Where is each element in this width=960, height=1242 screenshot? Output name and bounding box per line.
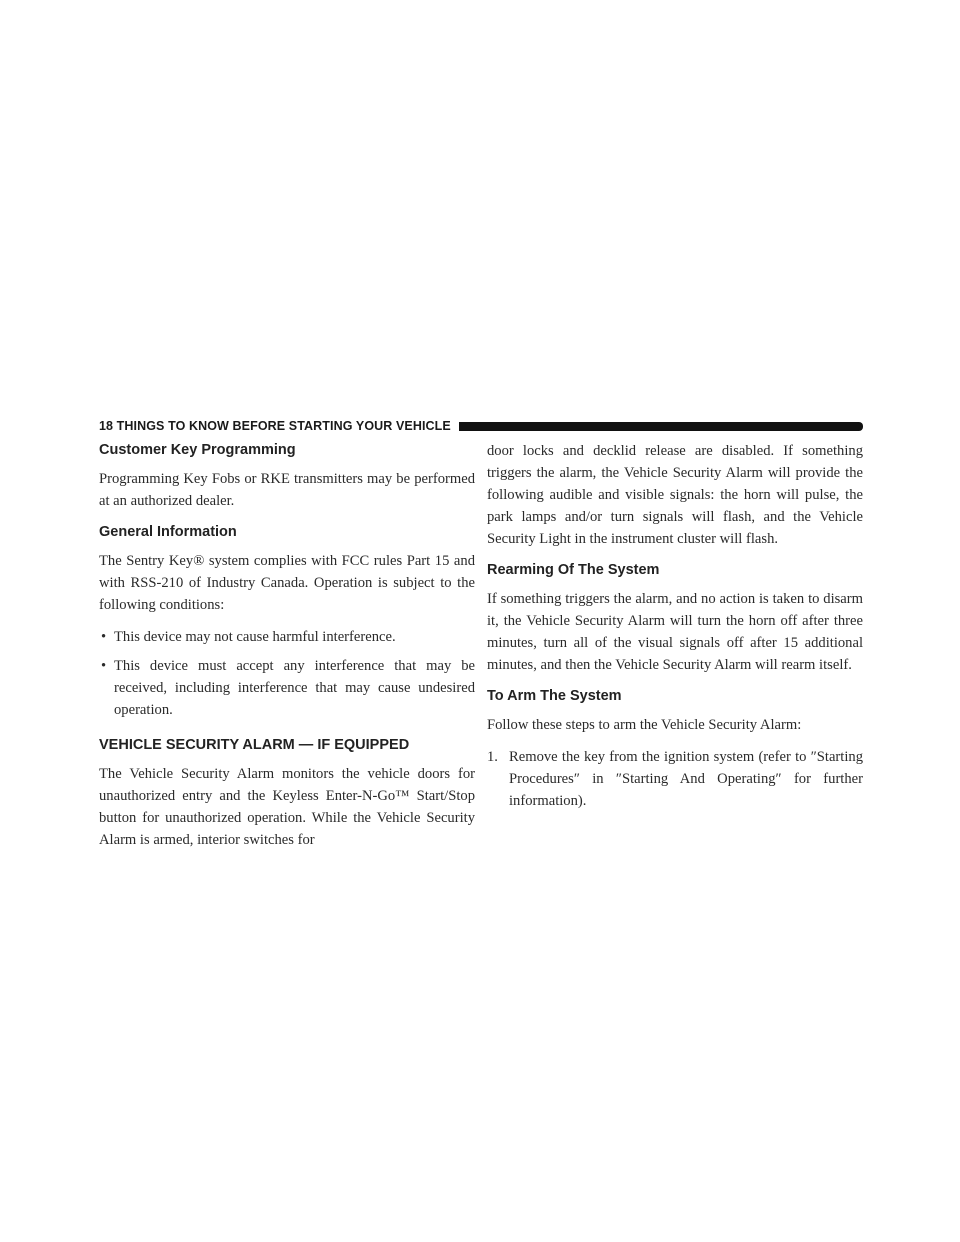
general-info-heading: General Information <box>99 524 237 540</box>
list-item <box>99 626 475 648</box>
alarm-body: The Vehicle Security Alarm monitors the vehicle doors for unauthorized entry and the Keyless Enter-N-Go™ Start/Stop button for unauthorized operation. While the Vehicle Security Alarm is armed, interior switches for <box>99 766 475 848</box>
step-text: Remove the key from the ignition system (refer to ″Starting Procedures″ in ″Starting And Operating″ for further information). <box>509 749 863 809</box>
rearming-heading: Rearming Of The System <box>487 562 660 578</box>
list-item <box>487 746 863 812</box>
rearming-body: If something triggers the alarm, and no action is taken to disarm it, the Vehicle Security Alarm will turn the horn off after three minutes, turn all of the visual signals off after 15 additional minutes, and then the Vehicle Security Alarm will rearm itself. <box>487 591 863 673</box>
list-item-text: This device may not cause harmful interference. <box>114 629 396 645</box>
alarm-body-continued: door locks and decklid release are disabled. If something triggers the alarm, the Vehicle Security Alarm will provide the following audible and visible signals: the horn will pulse, the park lamps and/or turn signals will flash, and the Vehicle Security Light in the instrument cluster will flash. <box>487 443 863 547</box>
customer-key-heading: Customer Key Programming <box>99 442 296 458</box>
left-column <box>99 440 475 861</box>
running-head-text: 18 THINGS TO KNOW BEFORE STARTING YOUR VEHICLE <box>99 419 451 433</box>
list-item <box>99 655 475 721</box>
right-column <box>487 440 863 812</box>
arm-body: Follow these steps to arm the Vehicle Security Alarm: <box>487 717 802 733</box>
customer-key-body: Programming Key Fobs or RKE transmitters may be performed at an authorized dealer. <box>99 471 475 509</box>
step-number: 1. <box>487 749 498 765</box>
header-rule <box>459 422 863 431</box>
general-info-body: The Sentry Key® system complies with FCC rules Part 15 and with RSS-210 of Industry Canada. Operation is subject to the following conditions: <box>99 553 475 613</box>
alarm-section-heading: VEHICLE SECURITY ALARM — IF EQUIPPED <box>99 737 410 753</box>
list-item-text: This device must accept any interference that may be received, including interference that may cause undesired operation. <box>114 658 475 718</box>
arm-steps-list <box>487 746 863 812</box>
conditions-list <box>99 626 475 721</box>
arm-heading: To Arm The System <box>487 688 622 704</box>
bullet-icon: • <box>101 629 107 645</box>
bullet-icon: • <box>101 658 107 674</box>
running-header <box>99 417 863 435</box>
